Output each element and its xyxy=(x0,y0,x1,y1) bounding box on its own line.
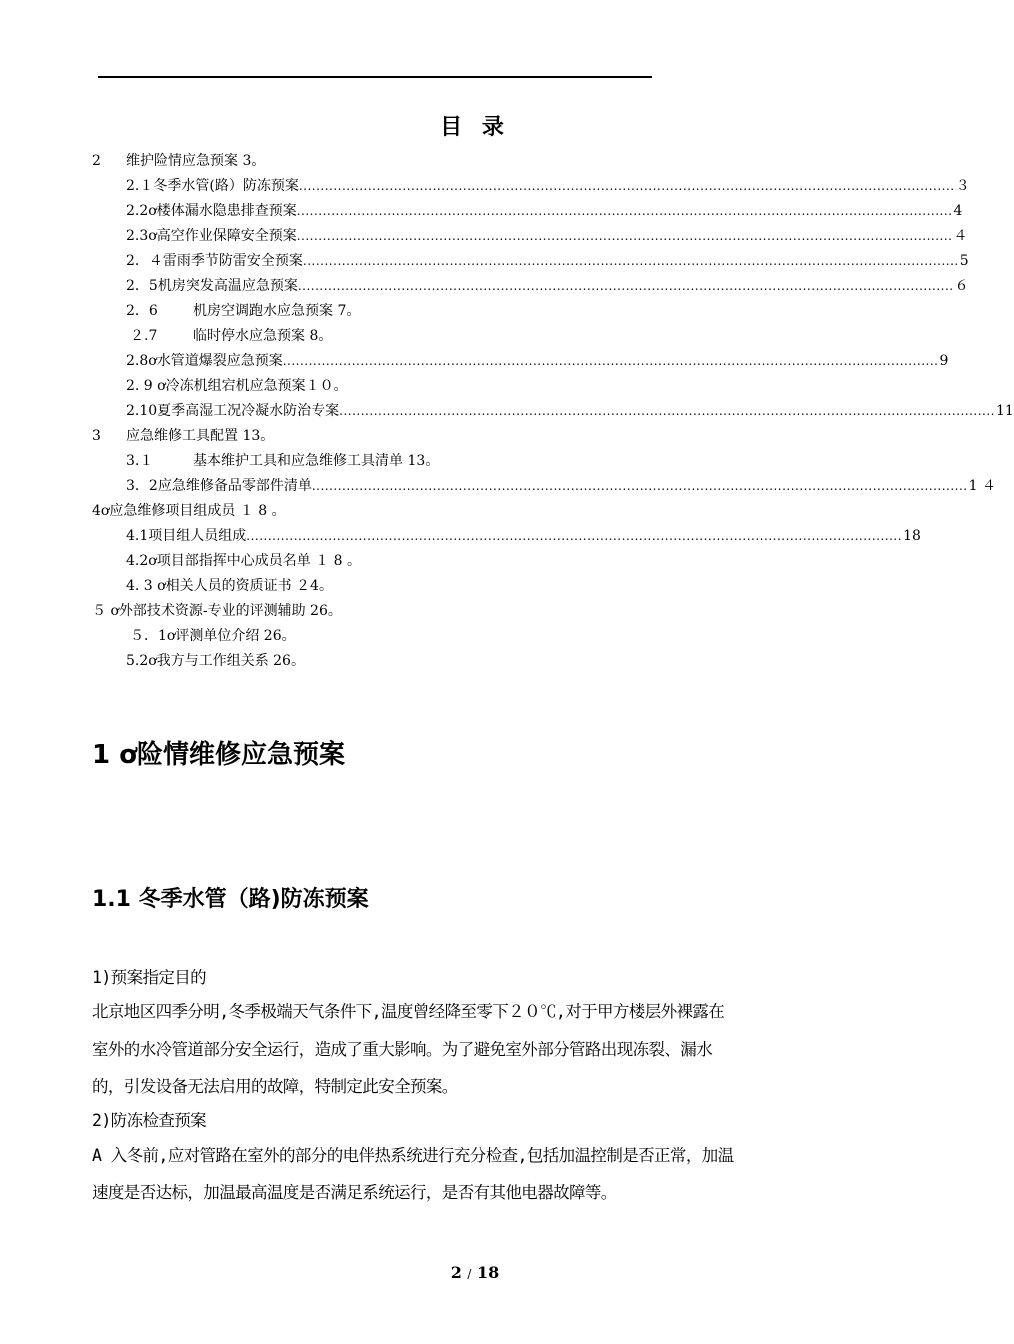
paragraph-line: 速度是否达标，加温最高温度是否满足系统运行，是否有其他电器故障等。 xyxy=(92,1183,617,1202)
toc-entry-page: ４ xyxy=(953,228,968,244)
toc-entry-page: 5 xyxy=(959,253,969,269)
toc-entry-title: 4ơ应急维修项目组成员 １ 8 。 xyxy=(92,503,286,519)
toc-leader-dots: ........................................................................................................................................................ xyxy=(311,479,968,493)
toc-entry-page: 4 xyxy=(953,203,963,219)
toc-entry-page: ３ xyxy=(955,178,970,194)
page-number xyxy=(0,1263,950,1282)
toc-entry-title: 项目组人员组成 xyxy=(148,528,247,544)
toc-entry-title: 基本维护工具和应急维修工具清单 13。 xyxy=(193,453,440,469)
toc-entry-title: 2.8ơ水管道爆裂应急预案 xyxy=(126,353,283,369)
toc-leader-dots: ........................................................................................................................................................ xyxy=(296,229,953,243)
toc-entry[interactable] xyxy=(126,576,854,596)
toc-entry[interactable] xyxy=(126,201,963,221)
toc-entry-number: 2．5 xyxy=(126,278,158,294)
toc-entry-title: 4.2ơ项目部指挥中心成员名单 １ 8 。 xyxy=(126,553,361,569)
toc-entry-title: 机房突发高温应急预案 xyxy=(157,278,298,294)
toc-entry[interactable] xyxy=(126,526,921,546)
toc-entry[interactable] xyxy=(126,176,970,196)
toc-entry[interactable] xyxy=(126,651,854,671)
toc-entry[interactable] xyxy=(126,276,969,296)
toc-entry-number: 3 xyxy=(92,428,101,444)
toc-entry[interactable] xyxy=(130,626,854,646)
toc-entry-page: 9 xyxy=(939,353,949,369)
toc-leader-dots: ........................................................................................................................................................ xyxy=(246,529,903,543)
toc-entry-title: 5.2ơ我方与工作组关系 26。 xyxy=(126,653,305,669)
toc-entry-title: 应急维修备品零部件清单 xyxy=(157,478,312,494)
toc-entry-number: 2．４ xyxy=(126,253,163,269)
paragraph-line: 室外的水冷管道部分安全运行，造成了重大影响。为了避免室外部分管路出现冻裂、漏水 xyxy=(92,1040,713,1059)
toc-leader-dots: ........................................................................................................................................................ xyxy=(302,254,959,268)
toc-leader-dots: ........................................................................................................................................................ xyxy=(282,354,939,368)
toc-entry-title: 维护险情应急预案 3。 xyxy=(126,153,266,169)
toc-entry-title: 2.3ơ高空作业保障安全预案 xyxy=(126,228,297,244)
toc-entry-page: 18 xyxy=(903,528,921,544)
paragraph-line: 2)防冻检查预案 xyxy=(92,1111,207,1130)
header-rule xyxy=(98,76,652,78)
total-pages: 18 xyxy=(477,1263,500,1282)
toc-entry-number: 2.１ xyxy=(126,178,154,194)
paragraph-line: 1)预案指定目的 xyxy=(92,968,207,987)
toc-entry-title: 机房空调跑水应急预案 7。 xyxy=(193,303,361,319)
toc-entry[interactable] xyxy=(126,476,996,496)
toc-entry[interactable] xyxy=(126,551,854,571)
toc-entry-title: 临时停水应急预案 8。 xyxy=(193,328,333,344)
paragraph-line: A 入冬前,应对管路在室外的部分的电伴热系统进行充分检查,包括加温控制是否正常，加温 xyxy=(92,1146,734,1165)
toc-entry-number: 3．2 xyxy=(126,478,158,494)
toc-entry[interactable] xyxy=(126,376,854,396)
paragraph-line: 北京地区四季分明,冬季极端天气条件下,温度曾经降至零下２０℃,对于甲方楼层外裸露在 xyxy=(92,1002,725,1021)
toc-entry-title: 应急维修工具配置 13。 xyxy=(126,428,275,444)
toc-entry-number: ２.7 xyxy=(130,328,158,344)
toc-entry-title: ５ ơ外部技术资源-专业的评测辅助 26。 xyxy=(92,603,342,619)
section-heading-1: 1 ơ险情维修应急预案 xyxy=(92,740,346,770)
toc-title: 目 录 xyxy=(440,115,510,140)
toc-entry-title: 2.2ơ楼体漏水隐患排查预案 xyxy=(126,203,297,219)
toc-entry-page: 1 ４ xyxy=(968,478,996,494)
toc-entry[interactable] xyxy=(126,401,1014,421)
toc-entry[interactable] xyxy=(130,326,854,346)
toc-entry[interactable] xyxy=(92,601,854,621)
toc-leader-dots: ........................................................................................................................................................ xyxy=(297,279,954,293)
toc-entry[interactable] xyxy=(126,226,968,246)
page-separator: / xyxy=(467,1267,472,1281)
toc-entry[interactable] xyxy=(126,451,854,471)
toc-leader-dots: ........................................................................................................................................................ xyxy=(339,404,995,418)
toc-entry-page: ６ xyxy=(954,278,969,294)
section-heading-1-1: 1.1 冬季水管（路)防冻预案 xyxy=(92,887,369,912)
toc-entry-number: 4.1 xyxy=(126,528,149,544)
toc-entry-page: 11 xyxy=(995,403,1014,419)
toc-entry[interactable] xyxy=(92,151,854,171)
toc-entry-title: ５．1ơ评测单位介绍 26。 xyxy=(130,628,296,644)
toc-entry[interactable] xyxy=(92,501,854,521)
toc-entry-number: 2．6 xyxy=(126,303,158,319)
toc-entry[interactable] xyxy=(126,251,969,271)
toc-entry-number: 2 xyxy=(92,153,101,169)
paragraph-line: 的，引发设备无法启用的故障，特制定此安全预案。 xyxy=(92,1077,458,1096)
current-page: 2 xyxy=(450,1263,462,1282)
toc-entry-number: 2.10 xyxy=(126,403,158,419)
toc-entry[interactable] xyxy=(126,301,854,321)
toc-leader-dots: ........................................................................................................................................................ xyxy=(296,204,953,218)
toc-entry-title: 4. 3 ơ相关人员的资质证书 ２4。 xyxy=(126,578,333,594)
toc-entry[interactable] xyxy=(126,351,949,371)
toc-entry-title: 雷雨季节防雷安全预案 xyxy=(162,253,303,269)
toc-entry-number: 3.１ xyxy=(126,453,154,469)
toc-entry[interactable] xyxy=(92,426,854,446)
toc-entry-title: 冬季水管(路）防冻预案 xyxy=(153,178,299,194)
toc-entry-title: 2. 9 ơ冷冻机组宕机应急预案１０。 xyxy=(126,378,348,394)
toc-leader-dots: ........................................................................................................................................................ xyxy=(298,179,955,193)
toc-entry-title: 夏季高湿工况冷凝水防治专案 xyxy=(157,403,340,419)
